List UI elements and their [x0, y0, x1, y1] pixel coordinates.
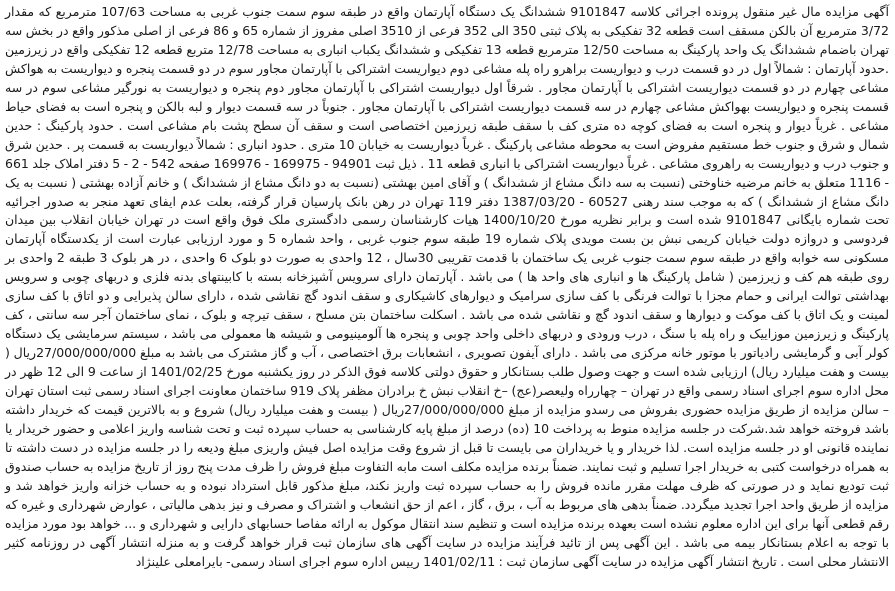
- auction-notice-text: آگهی مزایده مال غیر منقول پرونده اجرائی کلاسه 9101847 ششدانگ یک دستگاه آپارتمان واقع در طبقه سوم سمت جنوب غربی به مساحت 107/63 مترمربع که مقدار 3/72 مترمربع آن بالکن مسقف است قطعه 32 تفکیکی به پلاک ثبتی 350 الی 352 فرعی از 3510 اصلی مفروز از شماره 65 و 86 فرعی از اصلی مذکور واقع در بخش سه تهران باضمام ششدانگ یک واحد پارکینگ به مساحت 12/50 مترمربع قطعه 13 تفکیکی و ششدانگ یکباب انباری به مساحت 12/78 متربع قطعه 12 تفکیکی واقع در زیرزمین .حدود آپارتمان : شمالاً اول در دو قسمت درب و دیواریست براهرو راه پله مشاعی دوم دیواریست اشتراکی با آپارتمان مجاور سوم در دو قسمت پنجره و دیواریست به هواکش مشاعی چهارم در دو قسمت دیواریست اشتراکی با آپارتمان مجاور . شرقاً اول دیواریست اشتراکی با آپارتمان مجاور دوم پنجره و دیواریست به نورگیر مشاعی سوم در سه قسمت پنجره و دیواریست بهواکش مشاعی چهارم در سه قسمت دیواریست اشتراکی با آپارتمان مجاور . جنوباً در سه قسمت دیوار و لبه بالکن و پنجره است به فضای حیاط مشاعی . غرباً دیوار و پنجره است به فضای کوچه ده متری کف با سقف طبقه زیرزمین اختصاصی است و سقف آن سطح پشت بام مشاعی است . حدود پارکینگ : حدین شمال و شرق و جنوب خط مستقیم مفروض است به محوطه مشاعی پارکینگ . غرباً دیواریست به خیابان 10 متری . حدود انباری : شمالاً دیواریست به قسمت پر . حدین شرق و جنوب درب و دیواریست به راهروی مشاعی . غرباً دیواریست اشتراکی با انباری قطعه 11 . ذیل ثبت 94901 - 169975 - 169976 صفحه 542 - 2 - 5 دفتر املاک جلد 661 - 1116 متعلق به خانم مرضیه خناوختی (نسبت به سه دانگ مشاع از ششدانگ ) و آقای امین بهشتی (نسبت به دو دانگ مشاع از ششدانگ ) و خانم آزاده بهشتی ( نسبت به یک دانگ مشاع از ششدانگ ) که به موجب سند رهنی 60527 - 1387/03/20 دفتر 119 تهران در رهن بانک پارسیان قرار گرفته، بعلت عدم ایفای تعهد منجر به صدور اجرائیه تحت شماره بایگانی 9101847 شده است و برابر نظریه مورخ 1400/10/20 هیات کارشناسان رسمی دادگستری ملک فوق واقع است در تهران خیابان انقلاب بین میدان فردوسی و دروازه دولت خیابان کریمی نبش بن بست مویدی پلاک شماره 19 طبقه سوم جنوب غربی ، واحد شماره 5 و مورد ارزیابی عبارت است از یکدستگاه آپارتمان مسکونی سه خوابه واقع در طبقه سوم سمت جنوب غربی یک ساختمان با قدمت تقریبی 30سال ، 12 واحدی به صورت دو بلوک 6 واحدی ، در هر بلوک 3 طبقه 2 واحدی بر روی طبقه هم کف و زیرزمین ( شامل پارکینگ ها و انباری های واحد ها ) می باشد . آپارتمان دارای سرویس آشپزخانه بسته با کابینتهای بدنه فلزی و دربهای چوبی و سرویس بهداشتی توالت ایرانی و حمام مجزا با توالت فرنگی با کف سازی سرامیک و دیوارهای کاشیکاری و سقف اندود گچ نقاشی شده ، دارای سالن پذیرایی و دو اتاق با کف سازی لمینت و یک اتاق با کف موکت و دیوارها و سقف اندود گچ و نقاشی شده می باشد . اسکلت ساختمان بتن مسلح ، سقف تیرچه و بلوک ، نمای ساختمان آجر سه سانتی ، کف پارکینگ و زیرزمین موزاییک و راه پله با سنگ ، درب ورودی و دربهای داخلی واحد چوبی و پنجره ها آلومینیومی و شیشه ها معمولی می باشد ، سیستم سرمایشی یک دستگاه کولر آبی و گرمایشی رادیاتور با موتور خانه مرکزی می باشد . دارای آیفون تصویری ، انشعابات برق اختصاصی ، آب و گاز مشترک می باشد به مبلغ 27/000/000/000ریال ( بیست و هفت میلیارد ریال) ارزیابی شده است و جهت وصول طلب بستانکار و حقوق دولتی کلاسه فوق الذکر در روز یکشنبه مورخ 1401/02/25 از ساعت 9 الی 12 ظهر در محل اداره سوم اجرای اسناد رسمی واقع در تهران – چهارراه ولیعصر(عج) –خ انقلاب نبش خ برادران مظفر پلاک 919 ساختمان معاونت اجرای اسناد رسمی ثبت استان تهران – سالن مزایده از طریق مزایده حضوری بفروش می رسدو مزایده از مبلغ 27/000/000/000ریال ( بیست و هفت میلیارد ریال) شروع و به بالاترین قیمت که خریدار داشته باشد فروخته خواهد شد.شرکت در جلسه مزایده منوط به پرداخت 10 (ده) درصد از مبلغ پایه کارشناسی به حساب سپرده ثبت و تحت شناسه واریز اعلامی و حضور خریدار یا نماینده قانونی او در جلسه مزایده است. لذا خریدار و یا خریداران می بایست تا قبل از شروع وقت مزایده اصل فیش واریزی مبلغ ودیعه را در جلسه مزایده در دست داشته تا به همراه درخواست کتبی به خریدار اجرا تسلیم و ثبت نمایند. ضمناً برنده مزایده مکلف است مابه التفاوت مبلغ فروش را ظرف مدت پنج روز از تاریخ مزایده به حساب صندوق ثبت تودیع نماید و در صورتی که ظرف مهلت مقرر مانده فروش را به حساب سپرده ثبت واریز نکند، مبلغ مذکور قابل استرداد نبوده و به حساب خزانه واریز خواهد شد و مزایده از طریق واحد اجرا تجدید میگردد. ضمناً بدهی های مربوط به آب ، برق ، گاز ، اعم از حق انشعاب و اشتراک و مصرف و نیز بدهی مالیاتی ، عوارض شهرداری و غیره که رقم قطعی آنها برای این اداره معلوم نشده است بعهده برنده مزایده است و تنظیم سند انتقال موکول به ارائه مفاصا حسابهای دارایی و شهرداری و ... خواهد بود مورد مزایده با توجه به اعلام بستانکار بیمه می باشد . این آگهی پس از تائید فرآیند مزایده در سایت آگهی های سازمان ثبت قرار خواهد گرفت و به منزله انتشار آگهی در روزنامه کثیر الانتشار محلی است . تاریخ انتشار آگهی مزایده در سایت آگهی سازمان ثبت : 1401/02/11 رییس اداره سوم اجرای اسناد رسمی- بایرامعلی علینژاد: [5, 4, 890, 569]
